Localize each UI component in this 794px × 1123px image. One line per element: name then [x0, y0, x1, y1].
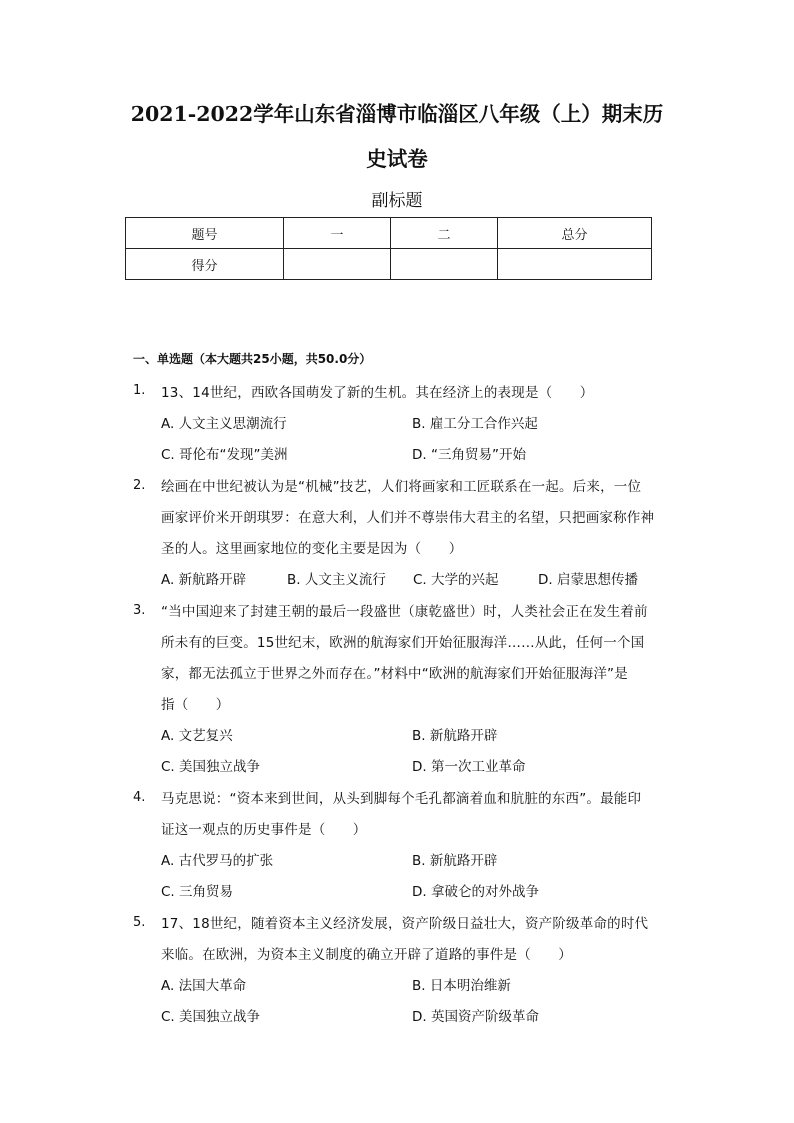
question-4-option-d: D. 拿破仑的对外战争: [412, 884, 539, 900]
score-table: [125, 217, 652, 280]
question-2-option-a: A. 新航路开辟: [161, 572, 247, 588]
question-5-stem-line-2: 来临。在欧洲，为资本主义制度的确立开辟了道路的事件是（ ）: [161, 947, 572, 963]
question-3-option-a: A. 文艺复兴: [161, 728, 233, 744]
score-header-question-no: 题号: [126, 218, 284, 249]
question-4-option-b: B. 新航路开辟: [412, 853, 498, 869]
question-5-option-a: A. 法国大革命: [161, 978, 247, 994]
question-4-option-c: C. 三角贸易: [161, 884, 234, 900]
score-cell-total: [498, 249, 652, 280]
exam-subtitle: 副标题: [371, 191, 423, 211]
score-table-score-row: [126, 249, 652, 280]
question-4-stem-line-2: 证这一观点的历史事件是（ ）: [161, 822, 367, 838]
question-5-stem-line-1: 17、18世纪，随着资本主义经济发展，资产阶级日益壮大，资产阶级革命的时代: [161, 916, 649, 932]
question-3-stem-line-2: 所未有的巨变。15世纪末，欧洲的航海家们开始征服海洋……从此，任何一个国: [161, 635, 645, 651]
exam-title-line-2: 史试卷: [366, 147, 428, 171]
question-3-option-d: D. 第一次工业革命: [412, 759, 526, 775]
question-4-number: 4.: [133, 790, 146, 805]
question-2-stem-line-2: 画家评价米开朗琪罗：在意大利，人们并不尊崇伟大君主的名望，只把画家称作神: [161, 510, 655, 526]
question-2-stem-line-3: 圣的人。这里画家地位的变化主要是因为（ ）: [161, 541, 463, 557]
score-header-total: 总分: [498, 218, 652, 249]
question-3-stem-line-3: 家，都无法孤立于世界之外而存在。”材料中“欧洲的航海家们开始征服海洋”是: [161, 666, 628, 682]
question-4-option-a: A. 古代罗马的扩张: [161, 853, 274, 869]
question-1-option-a: A. 人文主义思潮流行: [161, 416, 287, 432]
question-1-option-c: C. 哥伦布“发现”美洲: [161, 447, 288, 463]
question-3-stem-line-1: “当中国迎来了封建王朝的最后一段盛世（康乾盛世）时，人类社会正在发生着前: [161, 604, 648, 620]
question-1-option-d: D. “三角贸易”开始: [412, 447, 526, 463]
section-heading: 一、单选题（本大题共25小题，共50.0分）: [133, 352, 372, 366]
question-5-option-d: D. 英国资产阶级革命: [412, 1009, 539, 1025]
score-cell-part-2: [391, 249, 498, 280]
score-header-part-1: 一: [284, 218, 391, 249]
exam-title-line-1: 2021-2022学年山东省淄博市临淄区八年级（上）期末历: [130, 102, 664, 126]
question-1-stem: 13、14世纪，西欧各国萌发了新的生机。其在经济上的表现是（ ）: [161, 385, 594, 401]
question-2-option-d: D. 启蒙思想传播: [538, 572, 638, 588]
question-5-option-c: C. 美国独立战争: [161, 1009, 261, 1025]
question-5-number: 5.: [133, 915, 146, 930]
question-3-number: 3.: [133, 603, 146, 618]
question-1-number: 1.: [133, 383, 146, 398]
question-2-number: 2.: [133, 478, 146, 493]
question-4-stem-line-1: 马克思说：“资本来到世间，从头到脚每个毛孔都滴着血和肮脏的东西”。最能印: [161, 791, 642, 807]
question-3-stem-line-4: 指（ ）: [161, 697, 230, 713]
question-2-option-c: C. 大学的兴起: [413, 572, 499, 588]
question-1-option-b: B. 雇工分工合作兴起: [412, 416, 538, 432]
score-cell-part-1: [284, 249, 391, 280]
question-5-option-b: B. 日本明治维新: [412, 978, 511, 994]
question-3-option-b: B. 新航路开辟: [412, 728, 498, 744]
score-header-part-2: 二: [391, 218, 498, 249]
question-3-option-c: C. 美国独立战争: [161, 759, 261, 775]
question-2-stem-line-1: 绘画在中世纪被认为是“机械”技艺，人们将画家和工匠联系在一起。后来，一位: [161, 479, 642, 495]
question-2-option-b: B. 人文主义流行: [287, 572, 386, 588]
score-table-header-row: [126, 218, 652, 249]
score-row-label: 得分: [126, 249, 284, 280]
